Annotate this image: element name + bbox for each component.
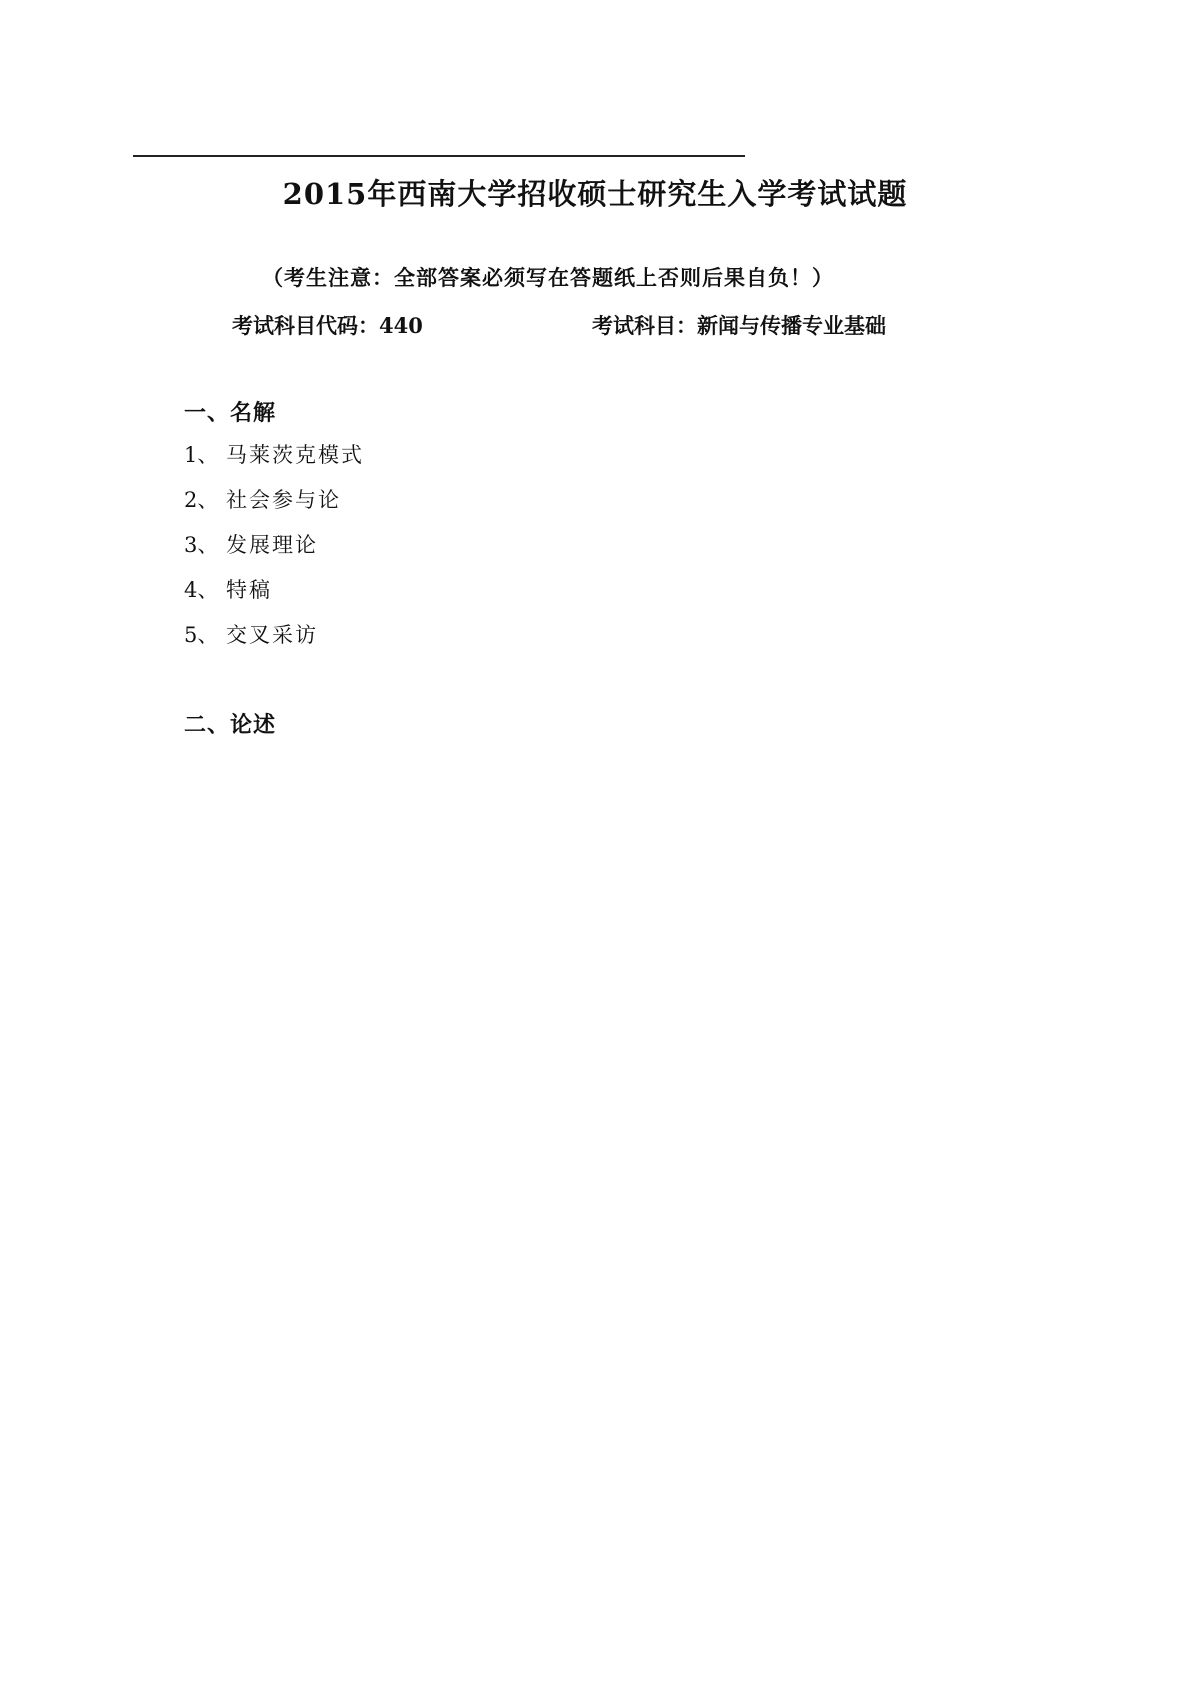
exam-notice: （考生注意：全部答案必须写在答题纸上否则后果自负！） [262,265,834,290]
question-text: 交叉采访 [226,623,318,647]
exam-code [232,310,423,340]
exam-code-value: 440 [379,313,423,338]
question-text: 社会参与论 [226,488,341,512]
exam-code-label: 考试科目代码： [232,313,379,338]
section-heading-definitions: 一、名解 [184,400,277,426]
section-heading-essay: 二、论述 [184,712,277,738]
exam-subject [592,310,886,340]
question-number: 1、 [184,443,219,467]
list-item [184,578,364,623]
header-rule [133,155,745,157]
exam-subject-label: 考试科目： [592,313,697,338]
list-item [184,623,364,668]
question-text: 马莱茨克模式 [226,443,364,467]
exam-subject-value: 新闻与传播专业基础 [697,313,886,338]
list-item [184,488,364,533]
question-list [184,443,364,668]
question-text: 发展理论 [226,533,318,557]
page-title: 2015年西南大学招收硕士研究生入学考试试题 [282,177,908,211]
question-number: 3、 [184,533,219,557]
question-number: 5、 [184,623,219,647]
list-item [184,533,364,578]
question-number: 2、 [184,488,219,512]
question-text: 特稿 [226,578,272,602]
question-number: 4、 [184,578,219,602]
list-item [184,443,364,488]
